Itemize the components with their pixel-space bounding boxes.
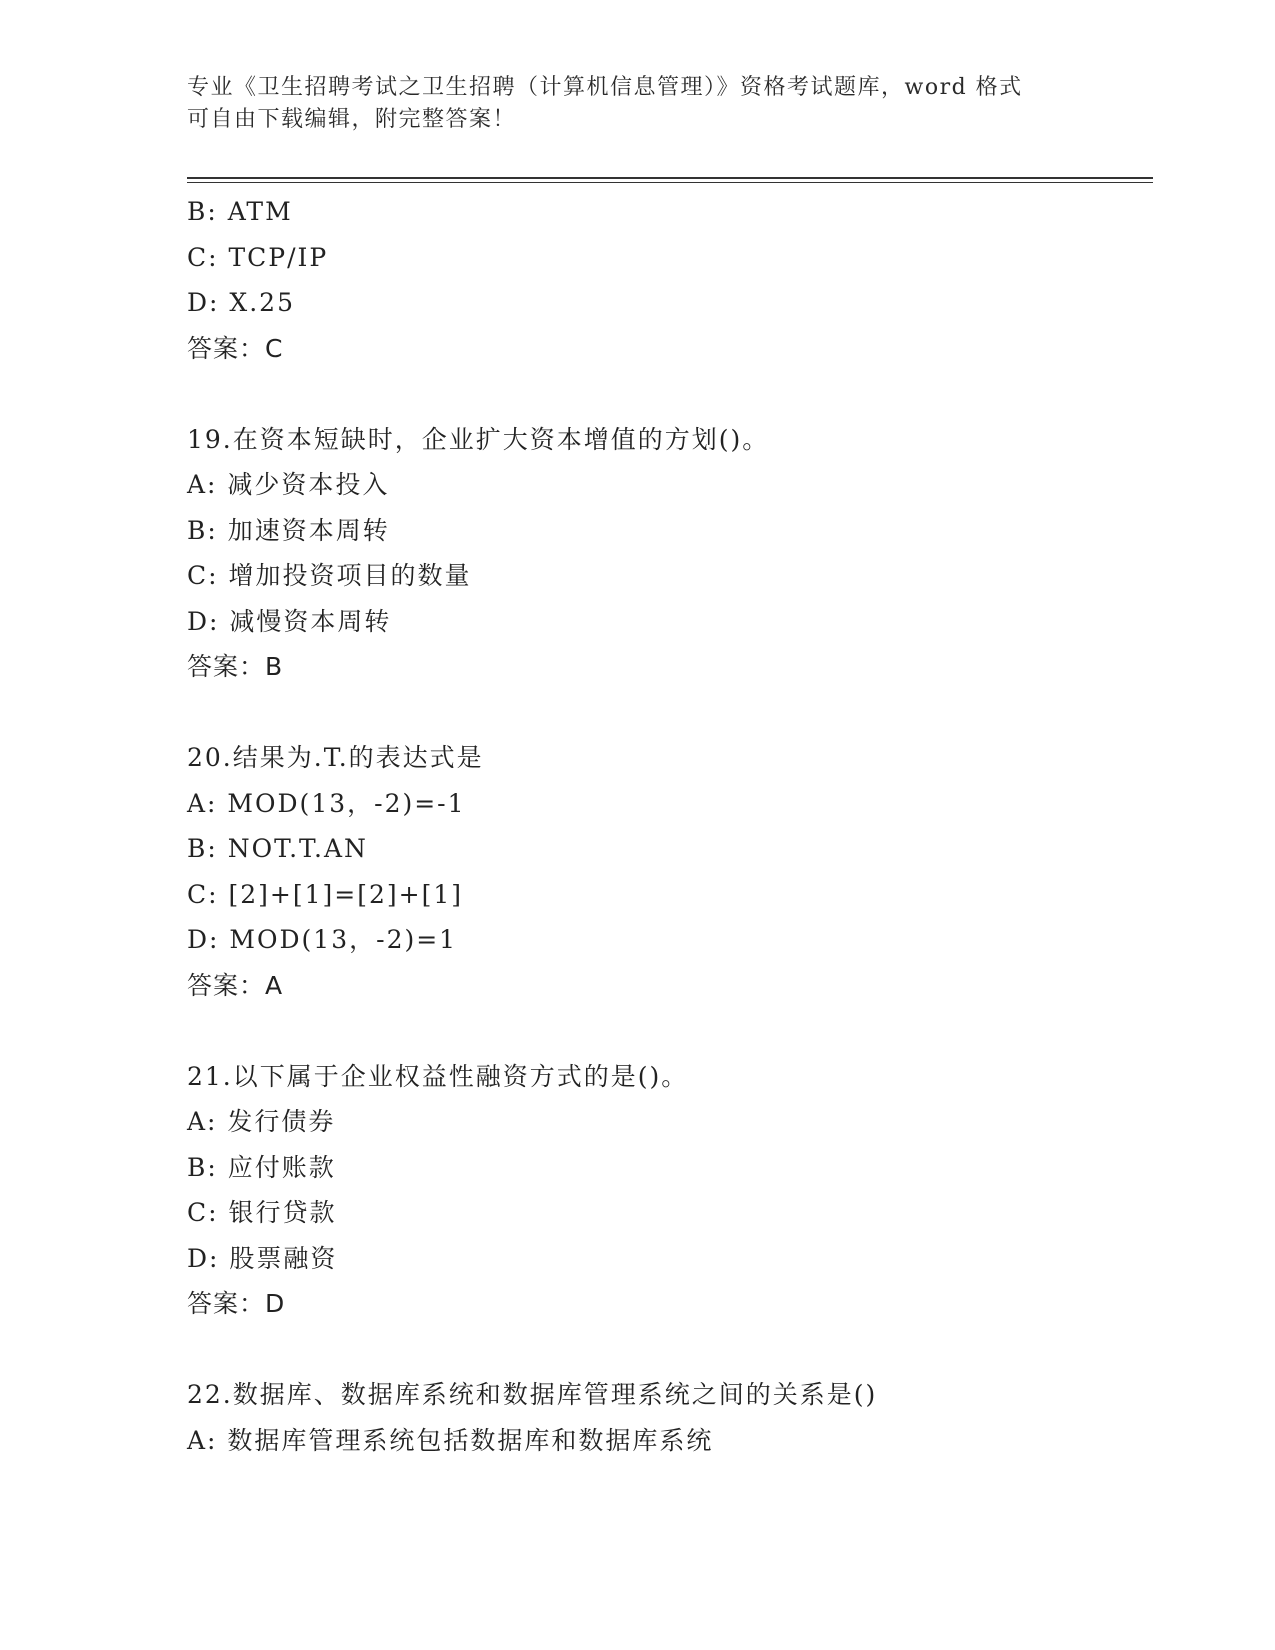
option-a: A: 减少资本投入 — [187, 470, 390, 499]
option-b: B: 加速资本周转 — [187, 515, 390, 545]
header-line-2: 可自由下载编辑，附完整答案！ — [187, 107, 517, 132]
question-20 — [187, 735, 1153, 1008]
option-a: A: 发行债券 — [187, 1107, 336, 1136]
answer-label: 答案：B — [187, 652, 284, 681]
question-22 — [187, 1372, 1153, 1463]
answer-label: 答案：A — [187, 970, 284, 1000]
answer-label: 答案：C — [187, 333, 284, 363]
option-c: C: TCP/IP — [187, 242, 329, 272]
spacer — [187, 1327, 1153, 1373]
spacer — [187, 1008, 1153, 1054]
question-list — [187, 189, 1153, 1463]
question-text: 21.以下属于企业权益性融资方式的是()。 — [187, 1061, 689, 1091]
question-text: 20.结果为.T.的表达式是 — [187, 743, 484, 772]
option-d: D: MOD(13，-2)=1 — [187, 925, 458, 954]
question-18-tail — [187, 189, 1153, 371]
option-d: D: 减慢资本周转 — [187, 606, 392, 636]
header-divider-thick — [187, 177, 1153, 179]
option-c: C: 银行贷款 — [187, 1198, 337, 1227]
question-19 — [187, 417, 1153, 690]
header-divider-thin — [187, 182, 1153, 183]
question-21 — [187, 1054, 1153, 1327]
option-c: C: 增加投资项目的数量 — [187, 561, 472, 590]
header-line-1: 专业《卫生招聘考试之卫生招聘（计算机信息管理）》资格考试题库，word 格式 — [187, 75, 1023, 100]
answer-label: 答案：D — [187, 1289, 286, 1318]
option-a: A: 数据库管理系统包括数据库和数据库系统 — [187, 1425, 714, 1455]
option-c: C: [2]+[1]=[2]+[1] — [187, 879, 463, 909]
option-b: B: 应付账款 — [187, 1152, 336, 1182]
question-text: 22.数据库、数据库系统和数据库管理系统之间的关系是() — [187, 1380, 878, 1409]
option-b: B: NOT.T.AN — [187, 834, 368, 863]
option-d: D: 股票融资 — [187, 1243, 338, 1273]
spacer — [187, 690, 1153, 736]
document-header — [187, 72, 1087, 136]
option-d: D: X.25 — [187, 288, 295, 317]
spacer — [187, 371, 1153, 417]
question-text: 19.在资本短缺时，企业扩大资本增值的方划()。 — [187, 424, 770, 454]
option-a: A: MOD(13，-2)=-1 — [187, 788, 466, 818]
option-b: B: ATM — [187, 197, 293, 226]
